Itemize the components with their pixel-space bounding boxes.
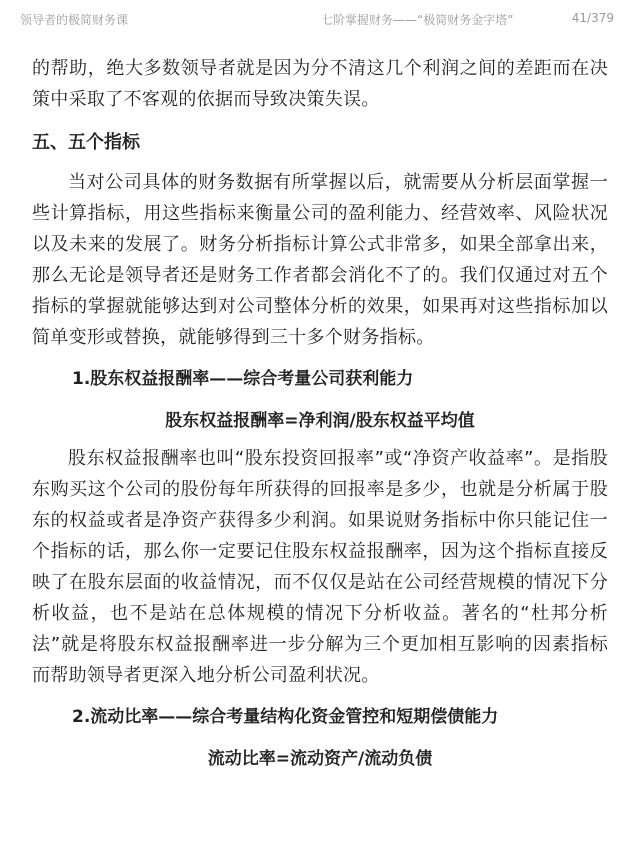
page-content	[32, 53, 608, 781]
indicator-2-formula: 流动比率=流动资产/流动负债	[207, 749, 433, 769]
chapter-title: 七阶掌握财务——“极简财务金字塔”	[321, 13, 514, 27]
continuation-paragraph: 的帮助，绝大多数领导者就是因为分不清这几个利润之间的差距而在决策中采取了不客观的依据而导致决策失误。	[32, 58, 608, 110]
page-number: 41/379	[571, 11, 614, 25]
indicator-1-heading: 1.股东权益报酬率——综合考量公司获利能力	[72, 369, 414, 389]
indicator-1-formula: 股东权益报酬率=净利润/股东权益平均值	[165, 411, 475, 431]
page-header	[0, 0, 637, 36]
book-title: 领导者的极简财务课	[20, 13, 129, 27]
section-heading: 五、五个指标	[32, 132, 140, 153]
indicator-1-paragraph: 股东权益报酬率也叫“股东投资回报率”或“净资产收益率”。是指股东购买这个公司的股份每年所获得的回报率是多少，也就是分析属于股东的权益或者是净资产获得多少利润。如果说财务指标中你只能记住一个指标的话，那么你一定要记住股东权益报酬率，因为这个指标直接反映了在股东层面的收益情况，而不仅仅是站在公司经营规模的情况下分析收益，也不是站在总体规模的情况下分析收益。著名的“杜邦分析法”就是将股东权益报酬率进一步分解为三个更加相互影响的因素指标而帮助领导者更深入地分析公司盈利状况。	[32, 448, 608, 686]
intro-paragraph: 当对公司具体的财务数据有所掌握以后，就需要从分析层面掌握一些计算指标，用这些指标来衡量公司的盈利能力、经营效率、风险状况以及未来的发展了。财务分析指标计算公式非常多，如果全部拿出来，那么无论是领导者还是财务工作者都会消化不了的。我们仅通过对五个指标的掌握就能够达到对公司整体分析的效果，如果再对这些指标加以简单变形或替换，就能够得到三十多个财务指标。	[32, 172, 608, 348]
indicator-2-heading: 2.流动比率——综合考量结构化资金管控和短期偿债能力	[72, 707, 499, 727]
